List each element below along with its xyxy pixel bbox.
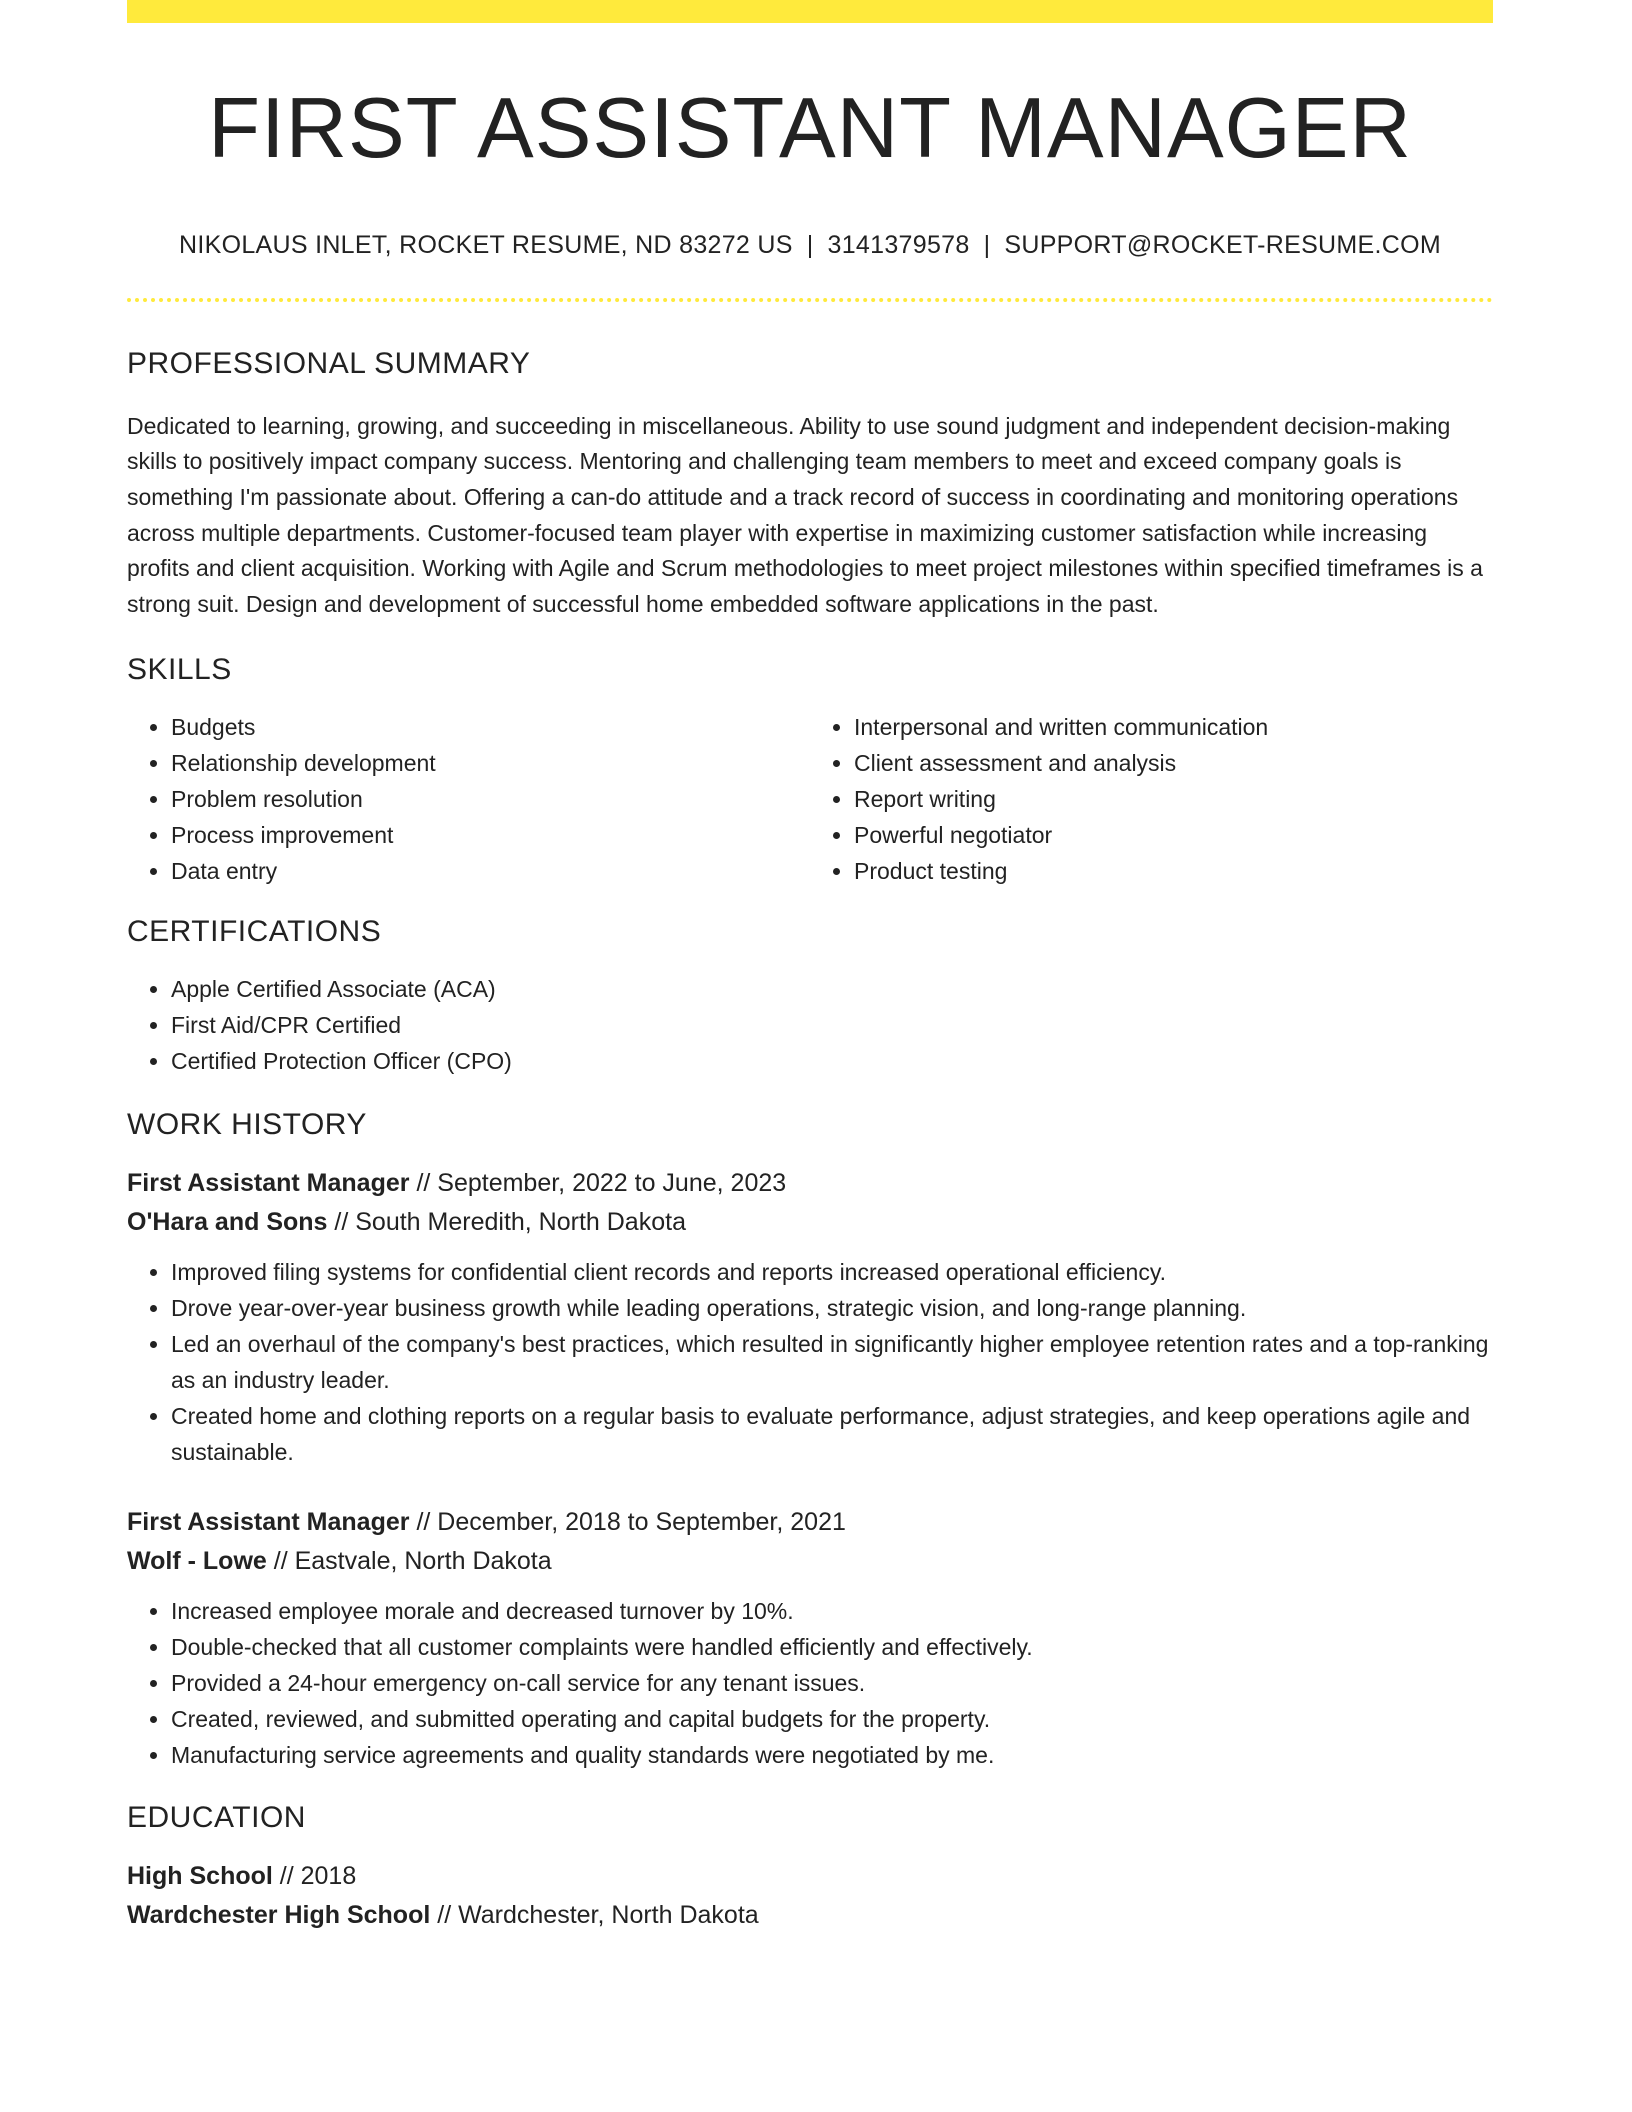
skill-item: • Client assessment and analysis (854, 745, 1493, 781)
job-title: First Assistant Manager (127, 1168, 410, 1197)
job-bullet: • Increased employee morale and decreased turnover by 10%. (171, 1593, 1493, 1629)
education-section (127, 1801, 1493, 1935)
job-bullet: • Created, reviewed, and submitted operating and capital budgets for the property. (171, 1701, 1493, 1737)
job-location: // Eastvale, North Dakota (273, 1546, 552, 1575)
skill-item: • Product testing (854, 853, 1493, 889)
education-school-line (127, 1896, 1493, 1935)
certification-item: • Certified Protection Officer (CPO) (171, 1043, 1493, 1079)
job-company-line (127, 1203, 1493, 1242)
education-school: Wardchester High School (127, 1900, 431, 1929)
skill-item: • Powerful negotiator (854, 817, 1493, 853)
job-title: First Assistant Manager (127, 1507, 410, 1536)
job-bullet: • Led an overhaul of the company's best practices, which resulted in significantly higher employee retention rates and a top-ranking as an industry leader. (171, 1326, 1493, 1398)
contact-line (127, 230, 1493, 260)
skills-section (127, 653, 1493, 889)
resume-title: FIRST ASSISTANT MANAGER (208, 81, 1412, 176)
education-year: // 2018 (279, 1861, 357, 1890)
job-company: Wolf - Lowe (127, 1546, 267, 1575)
work-history-section (127, 1108, 1493, 1773)
top-accent-bar (127, 0, 1493, 23)
education-degree: High School (127, 1861, 273, 1890)
certifications-heading: CERTIFICATIONS (127, 914, 382, 948)
contact-email: SUPPORT@ROCKET-RESUME.COM (1004, 230, 1441, 259)
certification-item: • Apple Certified Associate (ACA) (171, 971, 1493, 1007)
job-bullets (127, 1254, 1493, 1470)
skill-item: • Relationship development (171, 745, 810, 781)
job-location: // South Meredith, North Dakota (334, 1207, 686, 1236)
job-company-line (127, 1542, 1493, 1581)
job-bullet: • Manufacturing service agreements and quality standards were negotiated by me. (171, 1737, 1493, 1773)
job-title-line (127, 1164, 1493, 1203)
job-bullets (127, 1593, 1493, 1773)
job-title-line (127, 1503, 1493, 1542)
contact-address: NIKOLAUS INLET, ROCKET RESUME, ND 83272 US (179, 230, 793, 259)
resume-page (127, 0, 1493, 1935)
certifications-section (127, 915, 1493, 1079)
dotted-divider (127, 298, 1493, 302)
skill-item: • Interpersonal and written communication (854, 709, 1493, 745)
work-history-heading: WORK HISTORY (127, 1107, 367, 1141)
skills-heading: SKILLS (127, 652, 232, 686)
skills-list-right (810, 709, 1493, 889)
education-heading: EDUCATION (127, 1800, 306, 1834)
certifications-list (127, 971, 1493, 1079)
education-location: // Wardchester, North Dakota (437, 1900, 759, 1929)
summary-heading: PROFESSIONAL SUMMARY (127, 346, 531, 380)
certification-item: • First Aid/CPR Certified (171, 1007, 1493, 1043)
skill-item: • Budgets (171, 709, 810, 745)
skill-item: • Report writing (854, 781, 1493, 817)
job-dates: // December, 2018 to September, 2021 (416, 1507, 846, 1536)
job-bullet: • Drove year-over-year business growth while leading operations, strategic vision, and long-range planning. (171, 1290, 1493, 1326)
job-bullet: • Created home and clothing reports on a regular basis to evaluate performance, adjust strategies, and keep operations agile and sustainable. (171, 1398, 1493, 1470)
contact-separator: | (806, 230, 814, 259)
education-degree-line (127, 1857, 1493, 1896)
job-dates: // September, 2022 to June, 2023 (416, 1168, 787, 1197)
skill-item: • Problem resolution (171, 781, 810, 817)
skills-list-left (127, 709, 810, 889)
summary-text: Dedicated to learning, growing, and succeeding in miscellaneous. Ability to use sound judgment and independent decision-making skills to positively impact company success. Mentoring and challenging team members to meet and exceed company goals is something I'm passionate about. Offering a can-do attitude and a track record of success in coordinating and monitoring operations across multiple departments. Customer-focused team player with expertise in maximizing customer satisfaction while increasing profits and client acquisition. Working with Agile and Scrum methodologies to meet project milestones within specified timeframes is a strong suit. Design and development of successful home embedded software applications in the past. (127, 412, 1483, 618)
job-company: O'Hara and Sons (127, 1207, 328, 1236)
job-bullet: • Provided a 24-hour emergency on-call service for any tenant issues. (171, 1665, 1493, 1701)
skill-item: • Process improvement (171, 817, 810, 853)
job-bullet: • Improved filing systems for confidential client records and reports increased operational efficiency. (171, 1254, 1493, 1290)
skill-item: • Data entry (171, 853, 810, 889)
skills-columns (127, 709, 1493, 889)
summary-section (127, 347, 1493, 623)
contact-separator: | (983, 230, 991, 259)
job-bullet: • Double-checked that all customer complaints were handled efficiently and effectively. (171, 1629, 1493, 1665)
contact-phone: 3141379578 (827, 230, 970, 259)
